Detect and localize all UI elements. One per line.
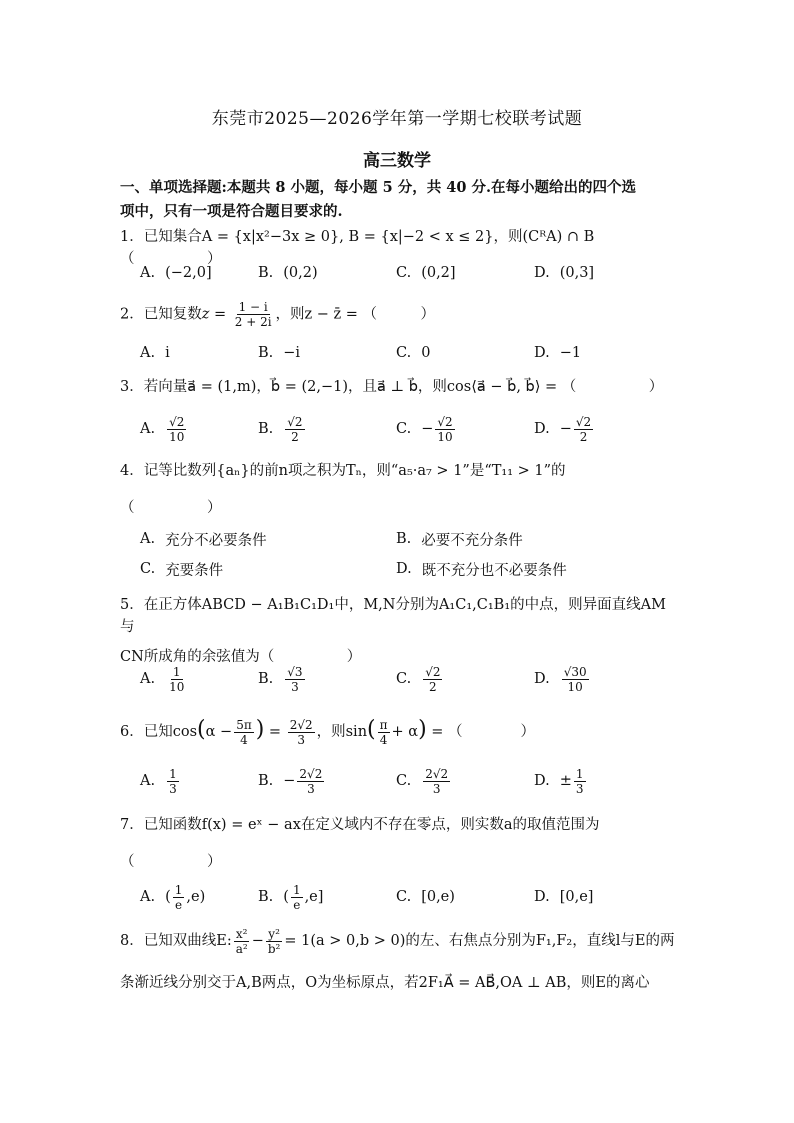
fraction-numerator: √2 (287, 414, 303, 429)
question-stem-pre: 已知复数 (143, 306, 202, 323)
option-text: 0 (421, 345, 431, 361)
fraction-numerator: 1 (169, 766, 177, 781)
option-text: i (165, 345, 170, 361)
question-stem-post: = 1(a > 0,b > 0)的左、右焦点分别为F₁,F₂，直线l与E的两 (284, 933, 675, 949)
option-pre: ( (165, 889, 171, 905)
option-b (258, 764, 326, 798)
fraction-denominator: e (293, 897, 301, 912)
stem-arg1: α − (205, 724, 233, 740)
question-2: 2．已知复数z = $\frac{1 - i}{2 + 2i}$ ，则z − z̄ = （ ） (120, 300, 436, 329)
question-stem-line2: 条渐近线分别交于A,B两点，O为坐标原点，若2F₁A⃗ = AB⃗,OA ⊥ AB，则E的离心 (120, 975, 650, 991)
question-stem: 在正方体ABCD − A₁B₁C₁D₁中，M,N分别为A₁C₁,C₁B₁的中点，则异面直线AM与 (120, 597, 666, 635)
fraction-denominator: 2 (429, 679, 437, 694)
stem-fraction (234, 718, 254, 747)
fraction-numerator: 2√2 (289, 717, 313, 732)
question-number: 5． (120, 597, 144, 613)
fraction-numerator: 1 (292, 882, 301, 897)
option-label: B. (258, 345, 274, 361)
option-text: 必要不充分条件 (421, 532, 523, 549)
option-fraction (435, 415, 454, 444)
option-a (140, 662, 188, 696)
question-stem: 若向量a⃗ = (1,m)，b⃗ = (2,−1)，且a⃗ ⊥ b⃗，则cos⟨a⃗ − b⃗, b⃗⟩ = （ ） (143, 379, 664, 395)
fraction-denominator: e (175, 897, 183, 912)
question-7-options (140, 880, 680, 914)
question-4 (120, 460, 680, 482)
option-a (140, 764, 181, 798)
question-8 (120, 926, 680, 998)
fraction-numerator: 1 (174, 882, 183, 897)
question-stem-post: = （ ） (431, 724, 536, 740)
option-a (140, 880, 205, 914)
fraction-numerator: √2 (169, 414, 185, 429)
question-1-options (140, 256, 680, 290)
option-label: A. (140, 773, 156, 789)
option-text: (0,2) (283, 265, 318, 281)
stem-minus: − (251, 933, 264, 949)
option-b (258, 662, 307, 696)
question-4-options-row1 (140, 522, 680, 556)
option-label: C. (396, 773, 412, 789)
fraction-numerator: 1 (172, 664, 181, 679)
fraction-denominator: 10 (169, 429, 185, 444)
option-c (396, 662, 444, 696)
option-post: ,e] (304, 889, 324, 905)
question-stem-pre: 已知双曲线E: (143, 933, 232, 949)
option-c (396, 336, 430, 370)
answer-bracket: （ ） (120, 500, 222, 516)
fraction-numerator: √3 (287, 664, 303, 679)
option-text: 既不充分也不必要条件 (421, 562, 567, 579)
question-stem-mid: ，则sin (316, 724, 368, 740)
stem-fraction (234, 927, 250, 956)
question-3 (120, 376, 680, 398)
option-d (534, 256, 594, 290)
question-5-options (140, 662, 680, 696)
option-label: D. (534, 265, 550, 281)
fraction-numerator: 2√2 (425, 766, 449, 781)
option-fraction (574, 415, 593, 444)
fraction-denominator: 4 (240, 732, 248, 747)
option-sign: − (559, 421, 572, 437)
option-label: D. (534, 671, 550, 687)
option-label: B. (258, 773, 274, 789)
option-label: C. (396, 671, 412, 687)
option-fraction (423, 665, 442, 694)
fraction-denominator: 2 (291, 429, 299, 444)
option-text: −1 (559, 345, 582, 361)
fraction-denominator: 3 (291, 679, 299, 694)
option-a (140, 256, 212, 290)
option-label: C. (396, 265, 412, 281)
option-b (258, 880, 323, 914)
section-heading-line2: 项中，只有一项是符合题目要求的. (120, 203, 343, 220)
option-label: B. (258, 889, 274, 905)
fraction-denominator: 3 (297, 732, 305, 747)
option-label: D. (534, 345, 550, 361)
option-label: A. (140, 265, 156, 281)
option-a (140, 336, 170, 370)
question-4-options-row2 (140, 552, 680, 586)
fraction-denominator: 3 (432, 781, 441, 796)
question-5 (120, 594, 680, 668)
fraction-numerator: √2 (437, 414, 453, 429)
fraction-denominator: 3 (307, 781, 315, 796)
option-label: D. (534, 889, 550, 905)
option-c (396, 412, 457, 446)
section-heading-line1: 一、单项选择题:本题共 8 小题，每小题 5 分，共 40 分.在每小题给出的四个选 (120, 179, 637, 196)
option-label: A. (140, 421, 156, 437)
option-label: D. (534, 421, 550, 437)
option-d (534, 336, 581, 370)
stem-fraction (288, 718, 315, 747)
question-number: 1． (120, 229, 144, 245)
option-fraction (285, 415, 304, 444)
fraction-denominator: a² (235, 941, 248, 956)
question-stem: 已知函数f(x) = eˣ − ax在定义域内不存在零点，则实数a的取值范围为 (143, 817, 600, 833)
fraction-denominator: b² (267, 941, 281, 956)
question-number: 7． (120, 817, 144, 833)
option-label: A. (140, 345, 156, 361)
question-stem-post: ，则z − z̄ = （ ） (275, 306, 436, 323)
option-label: C. (140, 561, 156, 577)
question-3-options (140, 412, 680, 446)
fraction-denominator: 4 (379, 732, 388, 747)
fraction-numerator: π (379, 717, 388, 732)
option-d (396, 552, 567, 586)
option-label: D. (396, 561, 412, 577)
option-fraction (574, 767, 586, 796)
stem-fraction (266, 927, 283, 956)
option-sign: ± (559, 773, 572, 789)
option-a (140, 522, 267, 556)
fraction-denominator: 10 (567, 679, 583, 694)
question-6-options (140, 764, 680, 798)
option-fraction (173, 883, 185, 912)
option-fraction (167, 767, 179, 796)
option-label: A. (140, 889, 156, 905)
option-text: 充分不必要条件 (165, 532, 267, 549)
option-a (140, 412, 188, 446)
option-text: (−2,0] (165, 265, 212, 281)
option-fraction (423, 767, 450, 796)
option-label: B. (258, 265, 274, 281)
option-pre: ( (283, 889, 289, 905)
option-label: B. (258, 421, 274, 437)
option-label: C. (396, 421, 412, 437)
option-sign: − (421, 421, 434, 437)
option-d (534, 764, 588, 798)
option-label: A. (140, 531, 156, 547)
fraction-numerator: √30 (563, 664, 587, 679)
option-b (258, 256, 318, 290)
fraction-denominator: 2 + 2i (234, 315, 272, 329)
option-label: C. (396, 889, 412, 905)
question-stem-line2: CN所成角的余弦值为（ ） (120, 649, 362, 665)
option-c (396, 880, 455, 914)
section-heading (120, 176, 680, 224)
option-text: −i (283, 345, 301, 361)
option-fraction (285, 665, 304, 694)
option-d (534, 880, 593, 914)
option-d (534, 412, 595, 446)
question-number: 2． (120, 306, 144, 323)
option-text: (0,3] (559, 265, 595, 281)
option-c (396, 256, 456, 290)
subject-title: 高三数学 (363, 151, 431, 171)
option-fraction (167, 665, 186, 694)
option-label: B. (396, 531, 412, 547)
stem-arg2: + α (391, 724, 419, 740)
question-stem-pre: 已知cos (143, 724, 198, 740)
option-label: C. (396, 345, 412, 361)
option-text: (0,2] (421, 265, 456, 281)
fraction-numerator: x² (235, 926, 248, 941)
question-7 (120, 814, 680, 836)
option-text: [0,e] (559, 889, 594, 905)
question-number: 3． (120, 379, 144, 395)
option-post: ,e) (186, 889, 206, 905)
fraction-numerator: 1 − i (238, 300, 268, 314)
option-b (258, 336, 300, 370)
question-stem: 已知集合A = {x|x²−3x ≥ 0}, B = {x|−2 < x ≤ 2}，则(CᴿA) ∩ B（ ） (120, 229, 595, 267)
fraction-denominator: 10 (437, 429, 453, 444)
option-c (396, 764, 452, 798)
option-sign: − (283, 773, 296, 789)
option-text: [0,e) (421, 889, 455, 905)
question-2-options (140, 336, 680, 370)
option-b (396, 522, 523, 556)
question-6: 6．已知cos(α − $\frac{5\pi}{4}$ ) = $\frac{2√2}{3}$ ，则sin( $\frac{\pi}{4}$ + α) = （ ） (120, 717, 536, 747)
option-d (534, 662, 591, 696)
option-label: A. (140, 671, 156, 687)
question-number: 4． (120, 463, 144, 479)
fraction-numerator: 2√2 (299, 766, 323, 781)
answer-bracket: （ ） (120, 854, 222, 870)
option-b (258, 412, 307, 446)
option-c (140, 552, 223, 586)
fraction-denominator: 10 (169, 679, 185, 694)
option-fraction (297, 767, 324, 796)
fraction-denominator: 2 (579, 429, 588, 444)
stem-fraction (233, 300, 274, 329)
option-fraction (291, 883, 303, 912)
fraction-numerator: 5π (236, 717, 252, 732)
fraction-denominator: 3 (169, 781, 177, 796)
exam-title: 东莞市2025—2026学年第一学期七校联考试题 (211, 109, 583, 129)
option-fraction (167, 415, 186, 444)
option-text: 充要条件 (165, 562, 224, 579)
fraction-numerator: √2 (575, 414, 592, 429)
fraction-numerator: y² (268, 926, 280, 941)
fraction-denominator: 3 (575, 781, 584, 796)
option-label: D. (534, 773, 550, 789)
option-label: B. (258, 671, 274, 687)
fraction-numerator: 1 (575, 766, 584, 781)
fraction-numerator: √2 (425, 664, 441, 679)
question-number: 6． (120, 724, 144, 740)
question-stem: 记等比数列{aₙ}的前n项之积为Tₙ，则“a₅·a₇ > 1”是“T₁₁ > 1”的 (143, 463, 566, 479)
option-fraction (562, 665, 589, 694)
question-number: 8． (120, 933, 144, 949)
stem-fraction (378, 718, 390, 747)
